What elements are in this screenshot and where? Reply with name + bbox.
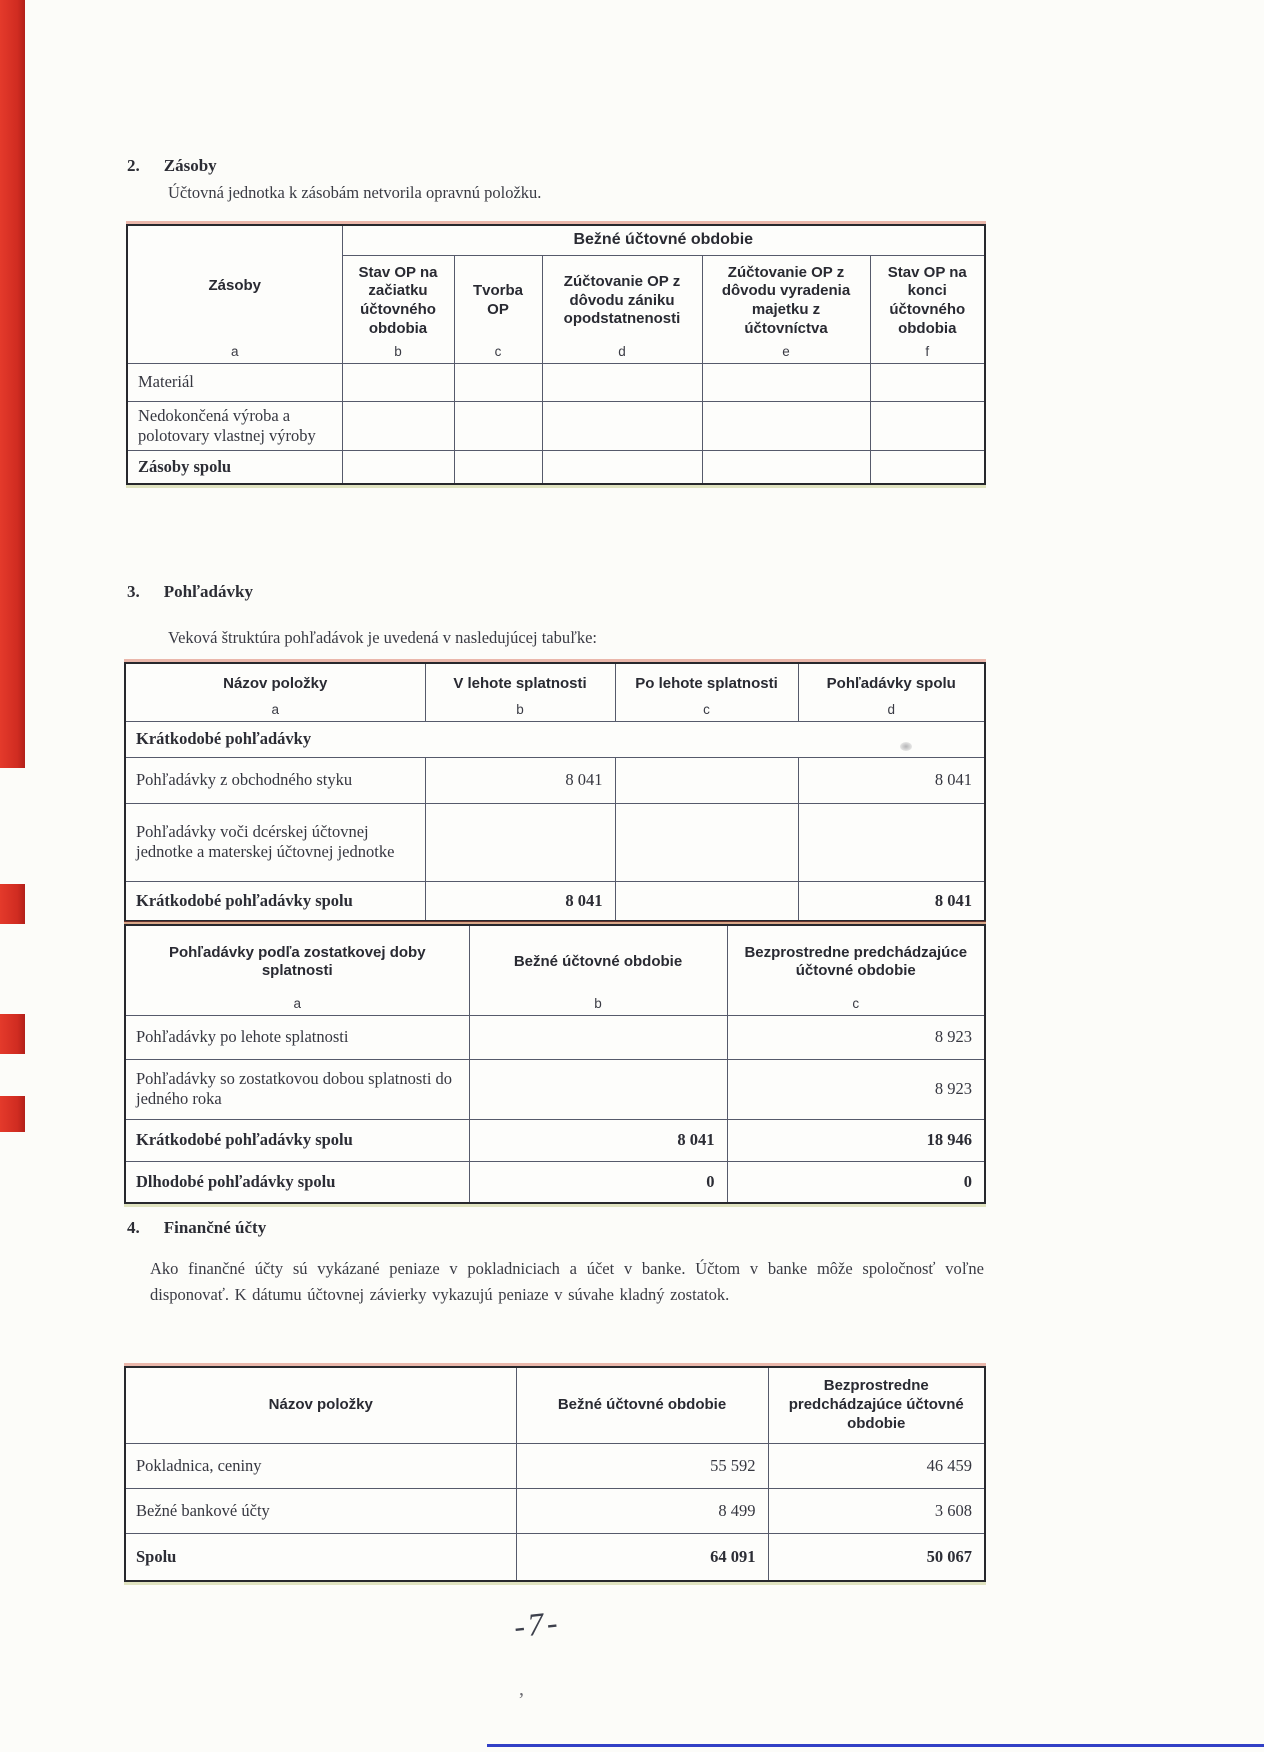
table-row-total — [125, 1533, 985, 1581]
column-letter: b — [394, 343, 402, 359]
header-nazov-polozky — [125, 663, 425, 721]
header-predchadzajuce-obdobie: Bezprostredne predchádzajúce účtovné obdobie — [768, 1367, 985, 1443]
header-label: Stav OP na konci účtovného obdobia — [887, 263, 967, 337]
table-row — [125, 757, 985, 803]
column-letter: c — [703, 701, 710, 717]
cell: 8 041 — [425, 757, 615, 803]
cell — [702, 450, 870, 484]
column-letter: d — [618, 343, 626, 359]
cell — [454, 401, 542, 450]
header-predchadzajuce-obdobie — [727, 925, 985, 1015]
header-bezne-obdobie: Bežné účtovné obdobie — [342, 225, 985, 255]
column-letter: a — [230, 343, 239, 359]
cell: 0 — [727, 1161, 985, 1203]
header-label: Názov položky — [223, 674, 328, 692]
table-row — [125, 1059, 985, 1119]
header-label: Bezprostredne predchádzajúce účtovné obdobie — [744, 943, 968, 980]
cell: 0 — [469, 1161, 727, 1203]
cell — [542, 401, 702, 450]
row-label: Pohľadávky po lehote splatnosti — [125, 1015, 469, 1059]
row-label: Dlhodobé pohľadávky spolu — [125, 1161, 469, 1203]
header-stav-op-zaciatok — [342, 255, 454, 363]
cell: 8 041 — [469, 1119, 727, 1161]
table-row-total — [125, 1119, 985, 1161]
cell: 8 923 — [727, 1059, 985, 1119]
column-letter: c — [852, 995, 860, 1011]
header-label: Po lehote splatnosti — [635, 674, 778, 692]
cell: 8 923 — [727, 1015, 985, 1059]
cell: 8 041 — [798, 757, 985, 803]
header-v-lehote — [425, 663, 615, 721]
cell — [542, 450, 702, 484]
header-bezne-obdobie — [469, 925, 727, 1015]
table-row-total — [125, 881, 985, 921]
column-letter: b — [516, 701, 524, 717]
row-label: Krátkodobé pohľadávky spolu — [125, 1119, 469, 1161]
table-zasoby — [126, 224, 986, 485]
row-label: Pohľadávky z obchodného styku — [125, 757, 425, 803]
header-zuctovanie-zanik — [542, 255, 702, 363]
cell — [454, 450, 542, 484]
scan-smudge — [900, 742, 912, 751]
handwritten-page-number: -7- — [512, 1603, 563, 1645]
cell — [702, 363, 870, 401]
header-zasoby — [127, 225, 342, 363]
row-label: Pohľadávky voči dcérskej účtovnej jednotke a materskej účtovnej jednotke — [125, 803, 425, 881]
section-number: 2. — [127, 156, 140, 175]
section-title: Pohľadávky — [163, 582, 253, 601]
cell — [870, 363, 985, 401]
stray-mark: , — [519, 1678, 524, 1700]
section-heading-financne-ucty — [127, 1218, 266, 1238]
table-row — [125, 1443, 985, 1488]
cell: 50 067 — [768, 1533, 985, 1581]
table-row-total — [127, 450, 985, 484]
header-label: Tvorba OP — [472, 282, 523, 318]
header-label: Zúčtovanie OP z dôvodu vyradenia majetku z účtovníctva — [721, 263, 851, 337]
cell — [342, 401, 454, 450]
column-letter: e — [782, 343, 790, 359]
cell — [425, 803, 615, 881]
cell: 8 499 — [516, 1488, 768, 1533]
header-stav-op-koniec — [870, 255, 985, 363]
section-zasoby-text: Účtovná jednotka k zásobám netvorila opravnú položku. — [168, 183, 542, 202]
section-title: Zásoby — [163, 156, 217, 175]
cell — [870, 401, 985, 450]
cell — [469, 1015, 727, 1059]
header-label: Zúčtovanie OP z dôvodu zániku opodstatnenosti — [563, 272, 681, 328]
cell: 64 091 — [516, 1533, 768, 1581]
table-zostatkova-doba — [124, 924, 986, 1204]
cell — [615, 757, 798, 803]
header-label: Stav OP na začiatku účtovného obdobia — [358, 263, 438, 337]
section-pohladavky-text: Veková štruktúra pohľadávok je uvedená v nasledujúcej tabuľke: — [168, 628, 597, 647]
column-letter: a — [293, 995, 301, 1011]
scan-stripe-segment — [0, 0, 25, 768]
section-row-label: Krátkodobé pohľadávky — [125, 721, 985, 757]
cell — [469, 1059, 727, 1119]
scan-stripe-segment — [0, 1014, 25, 1054]
row-label: Materiál — [127, 363, 342, 401]
column-letter: b — [594, 995, 602, 1011]
table-financne-ucty — [124, 1366, 986, 1582]
table-row — [127, 401, 985, 450]
table-row-total — [125, 1161, 985, 1203]
header-label: Pohľadávky spolu — [826, 674, 956, 692]
section-title: Finančné účty — [163, 1218, 267, 1237]
table-row — [125, 803, 985, 881]
section-number: 3. — [127, 582, 140, 601]
column-letter: d — [887, 701, 895, 717]
column-letter: c — [494, 343, 502, 359]
section-number: 4. — [127, 1218, 140, 1237]
header-nazov-polozky: Názov položky — [125, 1367, 516, 1443]
row-label: Krátkodobé pohľadávky spolu — [125, 881, 425, 921]
header-pohladavky-spolu — [798, 663, 985, 721]
header-bezne-obdobie: Bežné účtovné obdobie — [516, 1367, 768, 1443]
header-label: Bežné účtovné obdobie — [513, 952, 683, 970]
cell: 3 608 — [768, 1488, 985, 1533]
table-vekova-struktura — [124, 662, 986, 922]
cell: 18 946 — [727, 1119, 985, 1161]
column-letter: a — [271, 701, 279, 717]
cell: 8 041 — [425, 881, 615, 921]
header-label: Zásoby — [208, 276, 261, 294]
cell — [870, 450, 985, 484]
cell — [342, 450, 454, 484]
row-label: Bežné bankové účty — [125, 1488, 516, 1533]
section-heading-pohladavky — [127, 582, 253, 602]
cell — [798, 803, 985, 881]
cell — [342, 363, 454, 401]
column-letter: f — [925, 343, 930, 359]
row-label: Pokladnica, ceniny — [125, 1443, 516, 1488]
header-pohladavky-podla-doby — [125, 925, 469, 1015]
table-row — [125, 1488, 985, 1533]
cell: 46 459 — [768, 1443, 985, 1488]
cell — [542, 363, 702, 401]
header-tvorba-op — [454, 255, 542, 363]
row-label: Nedokončená výroba a polotovary vlastnej výroby — [127, 401, 342, 450]
cell — [454, 363, 542, 401]
scan-stripe-segment — [0, 884, 25, 924]
header-zuctovanie-vyradenie — [702, 255, 870, 363]
table-row — [127, 363, 985, 401]
cell — [702, 401, 870, 450]
header-po-lehote — [615, 663, 798, 721]
cell — [615, 803, 798, 881]
table-row — [125, 1015, 985, 1059]
row-label: Spolu — [125, 1533, 516, 1581]
section-heading-zasoby — [127, 156, 217, 176]
header-label: V lehote splatnosti — [453, 674, 587, 692]
section-financne-text: Ako finančné účty sú vykázané peniaze v pokladniciach a účet v banke. Účtom v banke môže spoločnosť voľne disponovať. K dátumu účtovnej závierky vykazujú peniaze v súvahe kladný zostatok. — [150, 1259, 984, 1304]
row-label: Pohľadávky so zostatkovou dobou splatnosti do jedného roka — [125, 1059, 469, 1119]
cell — [615, 881, 798, 921]
header-label: Pohľadávky podľa zostatkovej doby splatnosti — [168, 943, 426, 980]
cell: 8 041 — [798, 881, 985, 921]
row-label: Zásoby spolu — [127, 450, 342, 484]
cell: 55 592 — [516, 1443, 768, 1488]
scan-bottom-line — [487, 1744, 1264, 1747]
scan-stripe-segment — [0, 1096, 25, 1132]
table-section-row — [125, 721, 985, 757]
